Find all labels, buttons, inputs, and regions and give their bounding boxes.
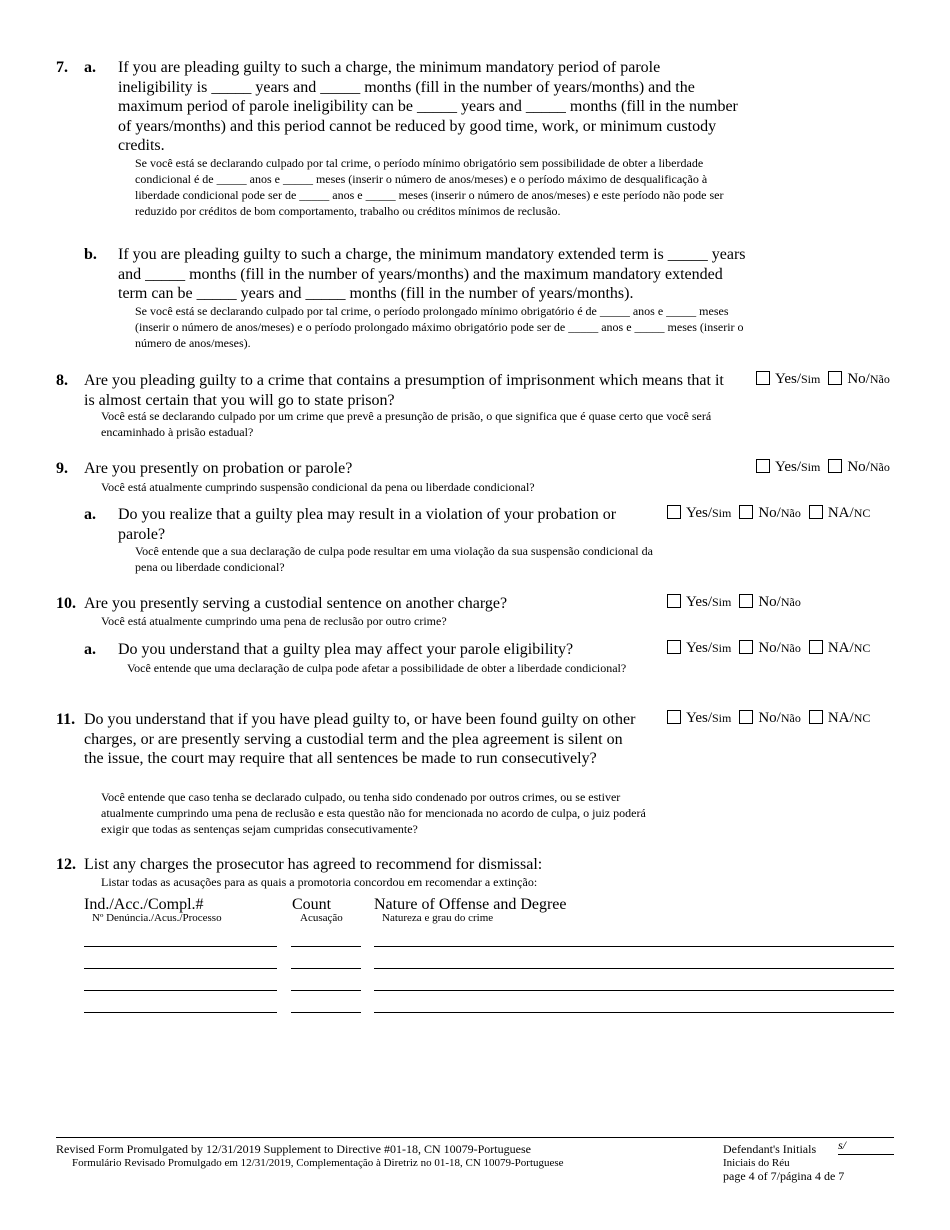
- q9a-text-pt: Você entende que a sua declaração de culpa pode resultar em uma violação da sua suspensão condicional da pena ou liberdade condicional?: [135, 544, 653, 574]
- q9-no-checkbox[interactable]: [828, 459, 842, 473]
- page-number: page 4 of 7/página 4 de 7: [723, 1169, 845, 1183]
- q9a-yes-checkbox[interactable]: [667, 505, 681, 519]
- indictment-line[interactable]: [84, 946, 277, 947]
- q12-text: List any charges the prosecutor has agreed to recommend for dismissal:: [84, 856, 543, 873]
- q8-number: 8.: [56, 372, 68, 389]
- count-line[interactable]: [291, 946, 361, 947]
- nature-line[interactable]: [374, 946, 894, 947]
- col-header-nature: Nature of Offense and Degree: [374, 896, 567, 913]
- q10a-text: Do you understand that a guilty plea may affect your parole eligibility?: [118, 641, 574, 658]
- nature-line[interactable]: [374, 968, 894, 969]
- q8-text-pt: Você está se declarando culpado por um crime que prevê a presunção de prisão, o que significa que é quase certo que você será encaminhado à prisão estadual?: [101, 409, 712, 439]
- q7a-text-pt: Se você está se declarando culpado por tal crime, o período mínimo obrigatório sem possibilidade de obter a liberdade condicional é de _____ anos e _____ meses (inserir o número de anos/meses) e o período máximo de desqualificação à liberdade condicional pode ser de _____ anos e _____ meses (inserir o número de anos/meses) e este período não pode ser reduzido por créditos de bom comportamento, trabalho ou créditos mínimos de reclusão.: [135, 156, 724, 218]
- q8-yes-checkbox[interactable]: [756, 371, 770, 385]
- count-line[interactable]: [291, 1012, 361, 1013]
- col-header-indictment: Ind./Acc./Compl.#: [84, 896, 204, 913]
- q10-answers: Yes/Sim No/Não: [667, 594, 809, 611]
- q9a-answers: Yes/Sim No/Não NA/NC: [667, 505, 878, 522]
- q10-no-checkbox[interactable]: [739, 594, 753, 608]
- q11-answers: Yes/Sim No/Não NA/NC: [667, 710, 878, 727]
- q7-number: 7.: [56, 59, 68, 76]
- indictment-line[interactable]: [84, 990, 277, 991]
- q10a-yes-checkbox[interactable]: [667, 640, 681, 654]
- q9a-letter: a.: [84, 506, 96, 523]
- col-header-count-pt: Acusação: [300, 912, 343, 924]
- q9-yes-checkbox[interactable]: [756, 459, 770, 473]
- q9-number: 9.: [56, 460, 68, 477]
- col-header-indictment-pt: Nº Denúncia./Acus./Processo: [92, 912, 222, 924]
- count-line[interactable]: [291, 990, 361, 991]
- initials-label-pt: Iniciais do Réu: [723, 1157, 790, 1169]
- q8-text: Are you pleading guilty to a crime that contains a presumption of imprisonment which means that it is almost certain that you will go to state prison?: [84, 372, 724, 409]
- q10-yes-checkbox[interactable]: [667, 594, 681, 608]
- q11-na-checkbox[interactable]: [809, 710, 823, 724]
- col-header-count: Count: [292, 896, 332, 913]
- count-line[interactable]: [291, 968, 361, 969]
- q9a-na-checkbox[interactable]: [809, 505, 823, 519]
- col-header-nature-pt: Natureza e grau do crime: [382, 912, 494, 924]
- indictment-line[interactable]: [84, 968, 277, 969]
- indictment-line[interactable]: [84, 1012, 277, 1013]
- q10a-letter: a.: [84, 641, 96, 658]
- q9-text-pt: Você está atualmente cumprindo suspensão condicional da pena ou liberdade condicional?: [101, 480, 535, 494]
- nature-line[interactable]: [374, 990, 894, 991]
- q7a-text: If you are pleading guilty to such a charge, the minimum mandatory period of parole ineligibility is _____ years and _____ months (fill in the number of years/months) and the maximum period of parole ineligibility can be _____ years and _____ months (fill in the number of years/months) and this period cannot be reduced by good time, work, or minimum custody credits.: [118, 59, 738, 154]
- q12-number: 12.: [56, 856, 76, 873]
- q7b-letter: b.: [84, 246, 97, 263]
- q9a-text: Do you realize that a guilty plea may result in a violation of your probation or parole?: [118, 506, 617, 543]
- q11-yes-checkbox[interactable]: [667, 710, 681, 724]
- initials-value: s/: [838, 1138, 847, 1152]
- footer-rule: [56, 1137, 894, 1138]
- q9-text: Are you presently on probation or parole?: [84, 460, 353, 477]
- q11-no-checkbox[interactable]: [739, 710, 753, 724]
- q11-text-pt: Você entende que caso tenha se declarado culpado, ou tenha sido condenado por outros crimes, ou se estiver atualmente cumprindo uma pena de reclusão e esta questão não for mencionada no acordo de culpa, o juiz poderá exigir que todas as sentenças sejam cumpridas consecutivamente?: [101, 790, 646, 836]
- footer-form-pt: Formulário Revisado Promulgado em 12/31/2019, Complementação à Diretriz no 01-18, CN 10079-Portuguese: [72, 1157, 564, 1169]
- q10-text-pt: Você está atualmente cumprindo uma pena de reclusão por outro crime?: [101, 614, 447, 628]
- q7b-text: If you are pleading guilty to such a charge, the minimum mandatory extended term is _____ years and _____ months (fill in the number of years/months) and the maximum mandatory extended term can be _____ years and _____ months (fill in the number of years/months).: [118, 246, 746, 302]
- q9a-no-checkbox[interactable]: [739, 505, 753, 519]
- q10a-text-pt: Você entende que uma declaração de culpa pode afetar a possibilidade de obter a liberdade condicional?: [127, 661, 627, 675]
- initials-label: Defendant's Initials: [723, 1142, 817, 1156]
- initials-field[interactable]: [838, 1138, 894, 1155]
- footer-form-en: Revised Form Promulgated by 12/31/2019 Supplement to Directive #01-18, CN 10079-Portuguese: [56, 1142, 531, 1156]
- q7a-letter: a.: [84, 59, 96, 76]
- q7b-text-pt: Se você está se declarando culpado por tal crime, o período prolongado mínimo obrigatório é de _____ anos e _____ meses (inserir o número de anos/meses) e o período prolongado máximo obrigatório pode ser de _____ anos e _____ meses (inserir o número de anos/meses).: [135, 304, 744, 350]
- q10-number: 10.: [56, 595, 76, 612]
- q10a-answers: Yes/Sim No/Não NA/NC: [667, 640, 878, 657]
- q8-answers: Yes/Sim No/Não: [756, 371, 898, 388]
- q11-number: 11.: [56, 711, 76, 728]
- q8-no-checkbox[interactable]: [828, 371, 842, 385]
- q10a-no-checkbox[interactable]: [739, 640, 753, 654]
- q11-text: Do you understand that if you have plead guilty to, or have been found guilty on other charges, or are presently serving a custodial term and the plea agreement is silent on the issue, the court may require that all sentences be made to run consecutively?: [84, 711, 636, 767]
- q10-text: Are you presently serving a custodial sentence on another charge?: [84, 595, 508, 612]
- q12-text-pt: Listar todas as acusações para as quais a promotoria concordou em recomendar a extinção:: [101, 875, 538, 889]
- q9-answers: Yes/Sim No/Não: [756, 459, 898, 476]
- nature-line[interactable]: [374, 1012, 894, 1013]
- q10a-na-checkbox[interactable]: [809, 640, 823, 654]
